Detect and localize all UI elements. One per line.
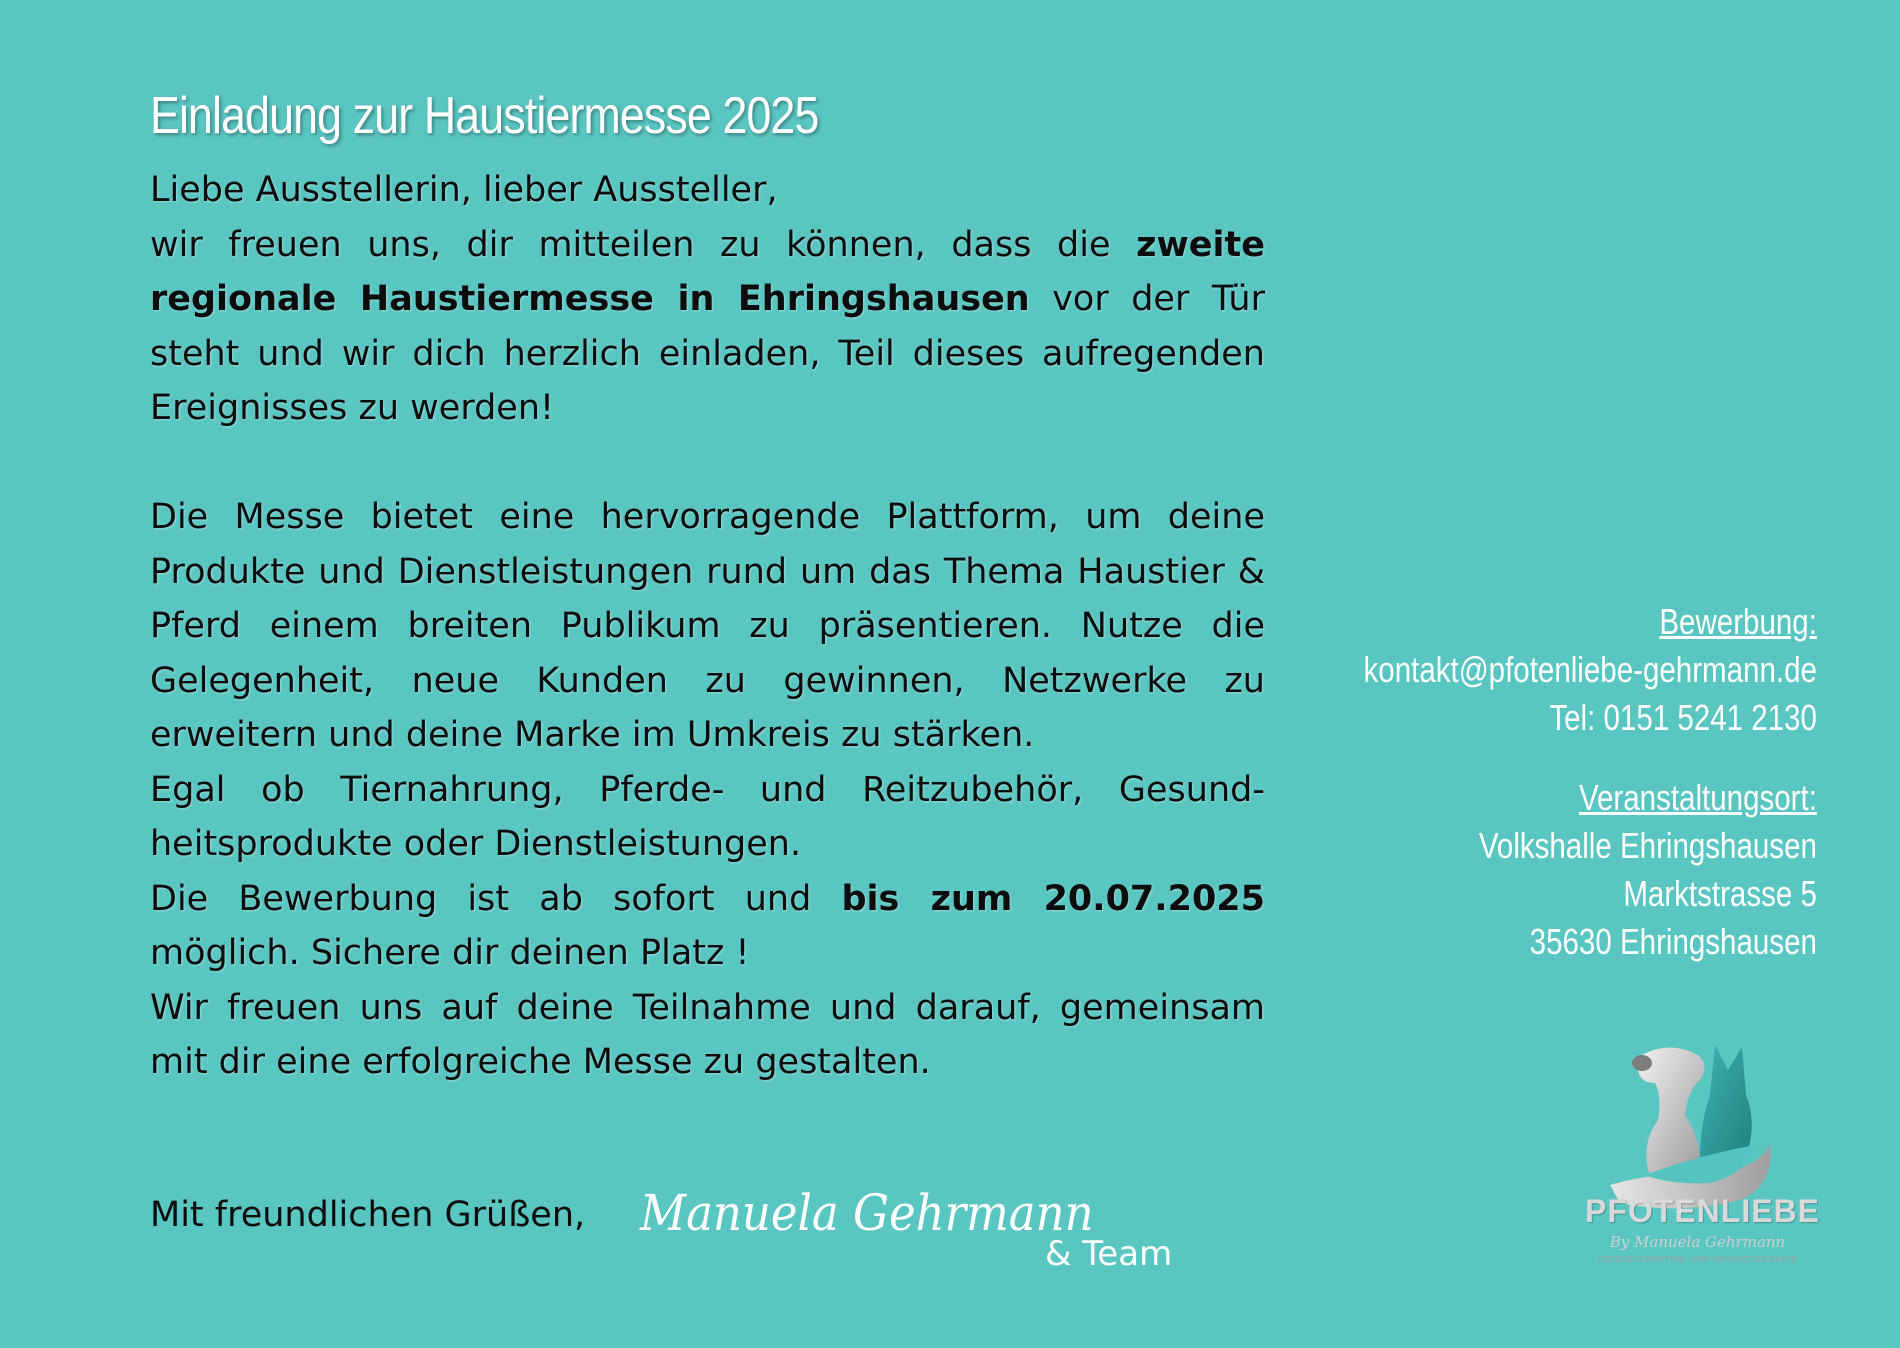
venue-street: Marktstrasse 5 bbox=[1623, 873, 1817, 914]
page-title: Einladung zur Haustiermesse 2025 bbox=[150, 87, 819, 145]
salutation: Liebe Ausstellerin, lieber Aussteller, bbox=[150, 170, 778, 210]
logo-tagline: TIEROSTEOPATHIE UND PHYSIOTHERAPIE bbox=[1597, 1255, 1798, 1264]
venue-city: 35630 Ehringshausen bbox=[1529, 921, 1817, 962]
logo-byline: By Manuela Gehrmann bbox=[1609, 1233, 1786, 1251]
paragraph-deadline bbox=[150, 872, 1265, 981]
letter-body bbox=[150, 163, 1265, 1090]
intro-text-a: wir freuen uns, dir mitteilen zu können, dass die bbox=[150, 224, 1137, 265]
contact-phone[interactable]: Tel: 0151 5241 2130 bbox=[1549, 697, 1817, 738]
logo-name: PFOTENLIEBE bbox=[1585, 1193, 1821, 1229]
contact-block bbox=[1264, 598, 1817, 966]
deadline-text-b: möglich. Sichere dir deinen Platz ! bbox=[150, 933, 750, 973]
intro-text-bold: zweite regionale Haustiermesse in Ehringshausen bbox=[150, 224, 1265, 319]
paragraph-intro bbox=[150, 218, 1265, 436]
intro-text-b: vor der Tür steht und wir dich herzlich einladen, Teil dieses aufregenden Ereignisses zu werden! bbox=[150, 279, 1265, 428]
venue-heading: Veranstaltungsort: bbox=[1579, 777, 1817, 818]
venue-name: Volkshalle Ehringshausen bbox=[1478, 825, 1817, 866]
team-label: & Team bbox=[1045, 1234, 1173, 1274]
application-heading: Bewerbung: bbox=[1659, 601, 1817, 642]
deadline-date: bis zum 20.07.2025 bbox=[841, 878, 1265, 919]
paragraph-products: Egal ob Tiernahrung, Pferde- und Reitzubehör, Gesundheitsprodukte oder Dienstleistungen. bbox=[150, 769, 1265, 864]
contact-email[interactable]: kontakt@pfotenliebe-gehrmann.de bbox=[1363, 649, 1817, 690]
signature: Manuela Gehrmann bbox=[640, 1184, 1094, 1242]
paragraph-closing: Wir freuen uns auf deine Teilnahme und darauf, gemeinsam mit dir eine erfolgreiche Messe zu gestalten. bbox=[150, 987, 1265, 1082]
closing-greeting: Mit freundlichen Grüßen, bbox=[150, 1195, 586, 1235]
deadline-text-a: Die Bewerbung ist ab sofort und bbox=[150, 878, 842, 919]
paragraph-platform: Die Messe bietet eine hervorragende Plattform, um deine Produkte und Dienstleistungen rund um das Thema Haustier & Pferd einem breiten Publikum zu präsentieren. Nutze die Gelegenheit, neue Kunden zu gewinnen, Netzwerke zu erweitern und deine Marke im Umkreis zu stärken. bbox=[150, 497, 1265, 755]
